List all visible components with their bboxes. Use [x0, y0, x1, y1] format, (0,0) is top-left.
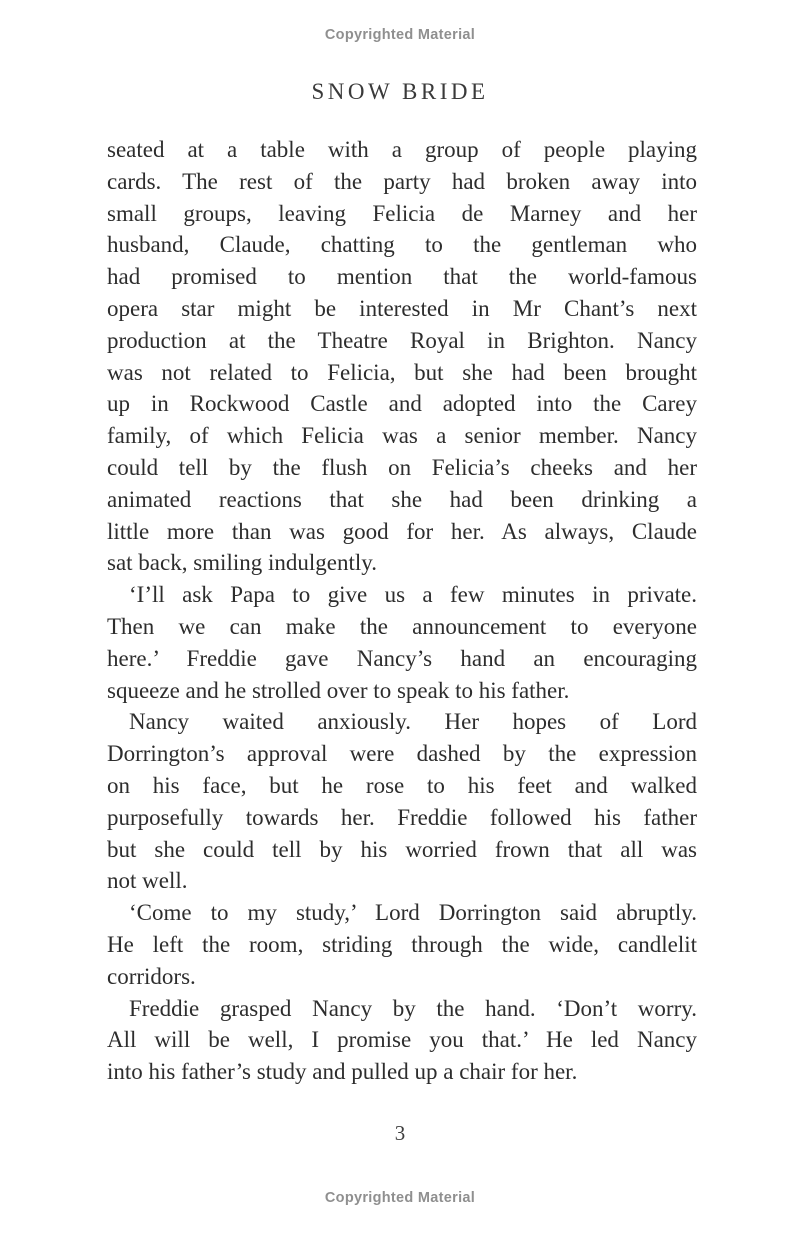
- text-line: opera star might be interested in Mr Chant’s next: [107, 295, 697, 321]
- text-line: had promised to mention that the world-famous: [107, 264, 697, 290]
- text-line: production at the Theatre Royal in Brighton. Nancy: [107, 327, 697, 353]
- paragraph: [107, 993, 697, 1088]
- body-text: [107, 134, 697, 1088]
- text-line: Freddie grasped Nancy by the hand. ‘Don’t worry.: [129, 995, 697, 1021]
- text-line: ‘Come to my study,’ Lord Dorrington said abruptly.: [129, 900, 697, 926]
- text-line: All will be well, I promise you that.’ He led Nancy: [107, 1027, 697, 1053]
- text-line: not well.: [107, 868, 188, 894]
- text-line: on his face, but he rose to his feet and walked: [107, 772, 697, 798]
- text-line: purposefully towards her. Freddie followed his father: [107, 804, 697, 830]
- copyright-banner-bottom: Copyrighted Material: [324, 1190, 476, 1206]
- text-line: seated at a table with a group of people playing: [107, 137, 697, 162]
- text-line: was not related to Felicia, but she had been brought: [107, 359, 697, 385]
- text-line: sat back, smiling indulgently.: [107, 550, 378, 576]
- page-number: 3: [394, 1121, 406, 1145]
- text-line: small groups, leaving Felicia de Marney and her: [107, 200, 697, 226]
- text-line: could tell by the flush on Felicia’s cheeks and her: [107, 454, 697, 480]
- text-line: Dorrington’s approval were dashed by the expression: [107, 741, 697, 767]
- running-head-title: SNOW BRIDE: [311, 79, 489, 104]
- text-line: He left the room, striding through the wide, candlelit: [107, 931, 697, 957]
- paragraph: [107, 897, 697, 992]
- paragraph: [107, 706, 697, 897]
- text-line: Then we can make the announcement to everyone: [107, 613, 697, 639]
- text-line: cards. The rest of the party had broken away into: [107, 168, 697, 194]
- text-line: ‘I’ll ask Papa to give us a few minutes in private.: [129, 582, 697, 608]
- paragraph: [107, 579, 697, 706]
- text-line: here.’ Freddie gave Nancy’s hand an encouraging: [107, 645, 697, 671]
- text-line: little more than was good for her. As always, Claude: [107, 518, 697, 544]
- text-line: husband, Claude, chatting to the gentleman who: [107, 232, 697, 258]
- text-line: family, of which Felicia was a senior member. Nancy: [107, 423, 697, 449]
- text-line: but she could tell by his worried frown that all was: [107, 836, 697, 862]
- copyright-banner-top: Copyrighted Material: [324, 27, 476, 43]
- text-line: animated reactions that she had been drinking a: [107, 486, 697, 512]
- text-line: squeeze and he strolled over to speak to his father.: [107, 677, 570, 703]
- text-line: into his father’s study and pulled up a chair for her.: [107, 1059, 578, 1085]
- text-line: Nancy waited anxiously. Her hopes of Lord: [129, 709, 697, 735]
- paragraph: [107, 134, 697, 579]
- text-line: up in Rockwood Castle and adopted into the Carey: [107, 391, 697, 417]
- text-line: corridors.: [107, 963, 196, 989]
